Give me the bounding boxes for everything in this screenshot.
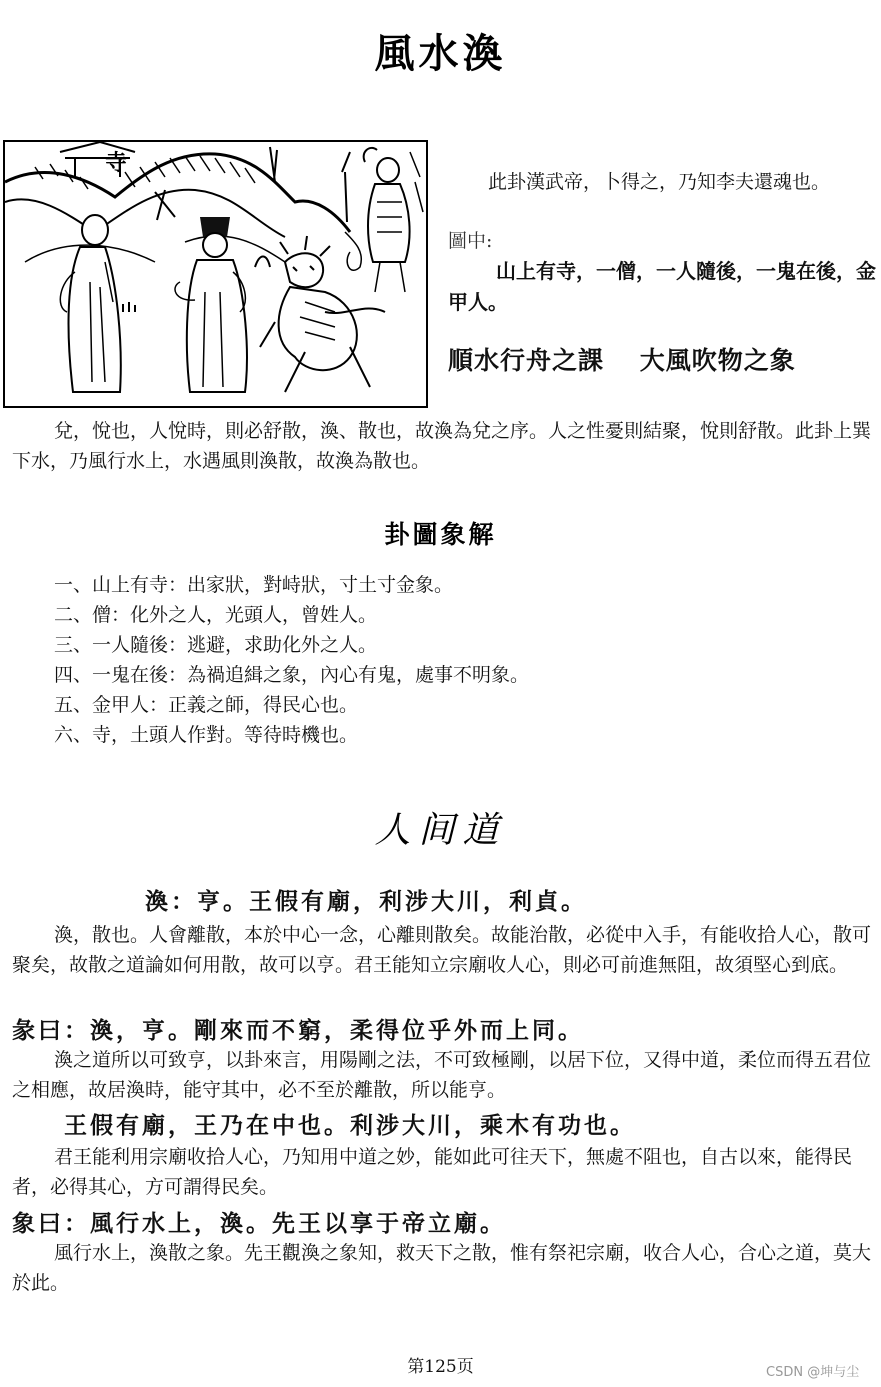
classic-text-1: 渙：亨。王假有廟，利涉大川，利貞。	[145, 888, 587, 915]
figure-description: 山上有寺，一僧，一人隨後，一鬼在後，金甲人。	[448, 259, 876, 314]
list-item: 四、一鬼在後：為禍追緝之象，內心有鬼，處事不明象。	[54, 664, 530, 686]
commentary-4: 風行水上，渙散之象。先王觀渙之象知，救天下之散，惟有祭祀宗廟，收合人心，合心之道，莫大於此。	[12, 1242, 872, 1294]
woodcut-drawing	[5, 142, 426, 406]
commentary-2: 渙之道所以可致亨，以卦來言，用陽剛之法，不可致極剛，以居下位，又得中道，柔位而得五君位之相應，故居渙時，能守其中，必不至於離散，所以能亨。	[12, 1049, 872, 1101]
section-title: 卦圖象解	[384, 520, 497, 549]
list-item: 一、山上有寺：出家狀，對峙狀，寸土寸金象。	[54, 574, 454, 596]
commentary-1: 渙，散也。人會離散，本於中心一念，心離則散矣。故能治散，必從中入手，有能收拾人心，散可聚矣，故散之道論如何用散，故可以亨。君王能知立宗廟收人心，則必可前進無阻，故須堅心到底。	[12, 924, 872, 976]
course-text: 順水行舟之課 大風吹物之象	[448, 346, 796, 375]
page-title: 風水渙	[374, 30, 507, 77]
page-number: 第125页	[407, 1357, 474, 1377]
list-item: 三、一人隨後：逃避，求助化外之人。	[54, 634, 378, 656]
classic-text-4: 象曰：風行水上，渙。先王以享于帝立廟。	[12, 1210, 506, 1237]
watermark: CSDN @坤与尘	[766, 1365, 860, 1380]
classic-text-3: 王假有廟，王乃在中也。利涉大川，乘木有功也。	[64, 1112, 636, 1139]
interpretation-list	[54, 570, 529, 750]
intro-line: 此卦漢武帝，卜得之，乃知李夫還魂也。	[488, 171, 831, 193]
classic-text-2: 彖曰：渙，亨。剛來而不窮，柔得位乎外而上同。	[12, 1017, 584, 1044]
list-item: 二、僧：化外之人，光頭人，曾姓人。	[54, 604, 378, 626]
renjian-title: 人间道	[374, 810, 507, 851]
list-item: 六、寺，土頭人作對。等待時機也。	[54, 724, 359, 746]
commentary-3: 君王能利用宗廟收拾人心，乃知用中道之妙，能如此可往天下，無處不阻也，自古以來，能得民者，必得其心，方可謂得民矣。	[12, 1146, 853, 1198]
hexagram-illustration	[3, 140, 428, 408]
list-item: 五、金甲人：正義之師，得民心也。	[54, 694, 359, 716]
figure-label: 圖中:	[448, 230, 493, 252]
intro-paragraph: 兌，悅也，人悅時，則必舒散，渙、散也，故渙為兌之序。人之性憂則結聚，悅則舒散。此卦上巽下水，乃風行水上，水遇風則渙散，故渙為散也。	[12, 420, 872, 472]
temple-sign: 寺	[105, 150, 128, 176]
